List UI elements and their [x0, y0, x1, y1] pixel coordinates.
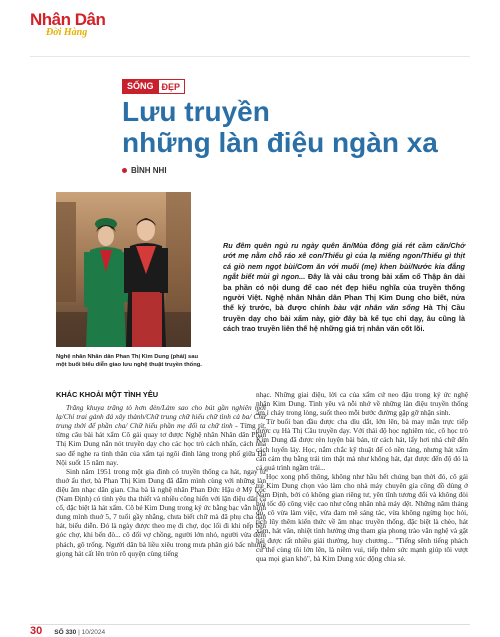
article-photo	[56, 192, 191, 347]
lede-emphasis: bàu vật nhân văn sống	[333, 303, 420, 313]
intro-rest: - Từng từ, từng câu bài hát xẩm Cô gái quay tơ được Nghệ nhân Nhân dân Phan Thị Kim Dung nắn nót truyền dạy cho các học trò cách nhấn, cách nhả sao để nghe ra tình thân của xẩm tại ngôi đình làng trong phố giữa Hà Nội suốt 15 năm nay.	[56, 421, 266, 467]
masthead-title: Nhân Dân	[30, 10, 106, 29]
section-tag	[122, 79, 185, 94]
article-paragraph: Học xong phổ thông, không như hầu hết chúng bạn thời đó, cô gái trẻ Kim Dung chọn vào làm cho nhà máy chuyên gia công đồ dùng ở Nam Định, bởi có không gian riêng tư, yên tĩnh tương đối và không đòi hỏi tốc độ công việc cao như công nhân nhà máy dệt. Những năm tháng đó, cô vừa làm việc, vừa đam mê sáng tác, vừa không ngừng học hỏi, tích lũy thêm kiến thức về âm nhạc truyền thống, đặc biệt là chèo, hát xẩm, hát văn, nhiệt tình hưởng ứng tham gia phong trào văn nghệ và gặt hái được rất nhiều giải thưởng, huy chương... "Tiếng sênh tiếng phách cứ thế cùng tôi lớn lên, là niềm vui, tiếp thêm sức mạnh giúp tôi vượt qua mọi gian khó", bà Kim Dung xúc động chia sẻ.	[256, 471, 468, 563]
article-column-left	[56, 390, 266, 558]
masthead-divider	[30, 56, 470, 57]
article-paragraph: Sinh năm 1951 trong một gia đình có truyền thống ca hát, ngay từ thuở ấu thơ, bà Phan Thị Kim Dung đã đắm mình cùng với những làn điệu âm nhạc dân gian. Cha bà là nghệ nhân Phan Đức Hậu ở Mỹ Lộc (Nam Định) có tình yêu tha thiết và nhiều công hiến với lận điệu dân ca cổ, đặc biệt là hát xẩm. Cô bé Kim Dung trong ký ức bằng bạc vẫn hình dung mình thuở 5, 7 tuổi gầy nhẳng, chưa biết chữ mà đã phụ cha đàn hát, biểu diễn. Đó là ngày được theo mẹ đi chợ, dọc lối đi khi nếp bên góc chợ, khi bến đò... cô đối vợ chồng, người lớn nhỏ, người vừa đệm phách, gõ trống. Người dân bà liều xiêu trong mưa phân gió bấc nhưng giọng hát cất lên tròn rõ quyện cùng tiếng	[56, 466, 266, 558]
lede-body-2: Hà Thị Cầu truyền dạy cho bài xẩm này, giờ đây bà kể tục chỉ dạy, âu cũng là cách trao truyền liên thế hệ những giá trị nhân văn cốt lõi.	[223, 303, 466, 334]
article-paragraph: Từ buổi ban đầu được cha dìu dắt, lớn lên, bà may mắn trực tiếp được cụ Hà Thị Cầu truyền dạy. Với thái độ học nghiêm túc, cô học trò Kim Dung đã được rèn luyện bài bản, từ cách hát, lấy hơi nhả chữ đến cách luyến láy. Học, nắm chắc kỹ thuật để có nền tảng, nhưng hát xẩm cần cảm thụ bằng trái tim thật mà như không hát, đạt được đến độ đó là cả quá trình ngầm trải...	[256, 417, 468, 472]
page-footer	[30, 624, 470, 637]
section-tag-primary: SỐNG	[122, 79, 159, 94]
issue-number: SỐ 330	[54, 629, 77, 636]
article-lede	[223, 241, 465, 335]
lede-body: Đây là vài câu trong bài xẩm cổ Thập ân dài ba phần có nội dung để cao nét đẹp hiếu nghĩa của truyền thống người Việt. Nghệ nhân Nhân dân Phan Thị Kim Dung cho biết, nửa thế kỷ trước, bà được chính	[223, 272, 465, 313]
article-paragraph: nhạc. Những giai điệu, lời ca của xẩm cứ neo đậu trong ký ức nghệ nhân Kim Dung. Tình yêu và nỗi nhớ về những làn điệu truyền thống âm ỉ cháy trong lòng, suốt theo mỗi bước đường gặp gỡ nhận sinh.	[256, 390, 468, 418]
byline-author: BÌNH NHI	[131, 166, 167, 175]
footer-divider	[30, 624, 470, 625]
issue-date: 10/2024	[81, 629, 106, 636]
article-subhead: KHÁC KHOẢI MỘT TÌNH YÊU	[56, 390, 159, 399]
masthead-subtitle: Đời Hàng	[46, 27, 88, 38]
article-paragraph-intro	[56, 403, 266, 467]
article-headline	[122, 96, 462, 158]
photo-illustration	[56, 192, 191, 347]
issue-info: SỐ 330 | 10/2024	[54, 629, 106, 636]
headline-line-1: Lưu truyền	[122, 96, 270, 127]
headline-line-2: những làn điệu ngàn xa	[122, 127, 438, 158]
lede-verse: Ru đêm quên ngủ ru ngày quên ăn/Mùa đông giá rét cầm căn/Chở ướt mẹ nằm chỗ ráo xê con/Thiếu gì của lạ miếng ngon/Thiếu gì thịt cá giò nem ngọt bùi/Cơm ăn với muối (mẹ) khen bùi/Nước kia đắng ngắt biết mùi gì ngon...	[223, 241, 465, 282]
byline-bullet-icon	[122, 168, 127, 173]
byline	[122, 166, 167, 175]
intro-verse: Trăng khuya trăng tỏ hơn đèn/Làm sao cho bút gần nghiên mới lạ/Chỉ trai gánh đá xây thành/Chữ trung chữ hiếu chữ tình cả ba/ Chữ trung thời để phần cha/ Chữ hiếu phần mẹ đổi ta chữ tình	[56, 403, 266, 431]
page-number: 30	[30, 625, 43, 637]
photo-caption: Nghệ nhân Nhân dân Phan Thị Kim Dung (phải) sau một buổi biểu diễn giao lưu nghệ thuật truyền thống.	[56, 354, 202, 368]
article-column-right	[256, 390, 468, 563]
masthead-logo	[30, 10, 150, 54]
section-tag-secondary: ĐẸP	[159, 79, 186, 94]
